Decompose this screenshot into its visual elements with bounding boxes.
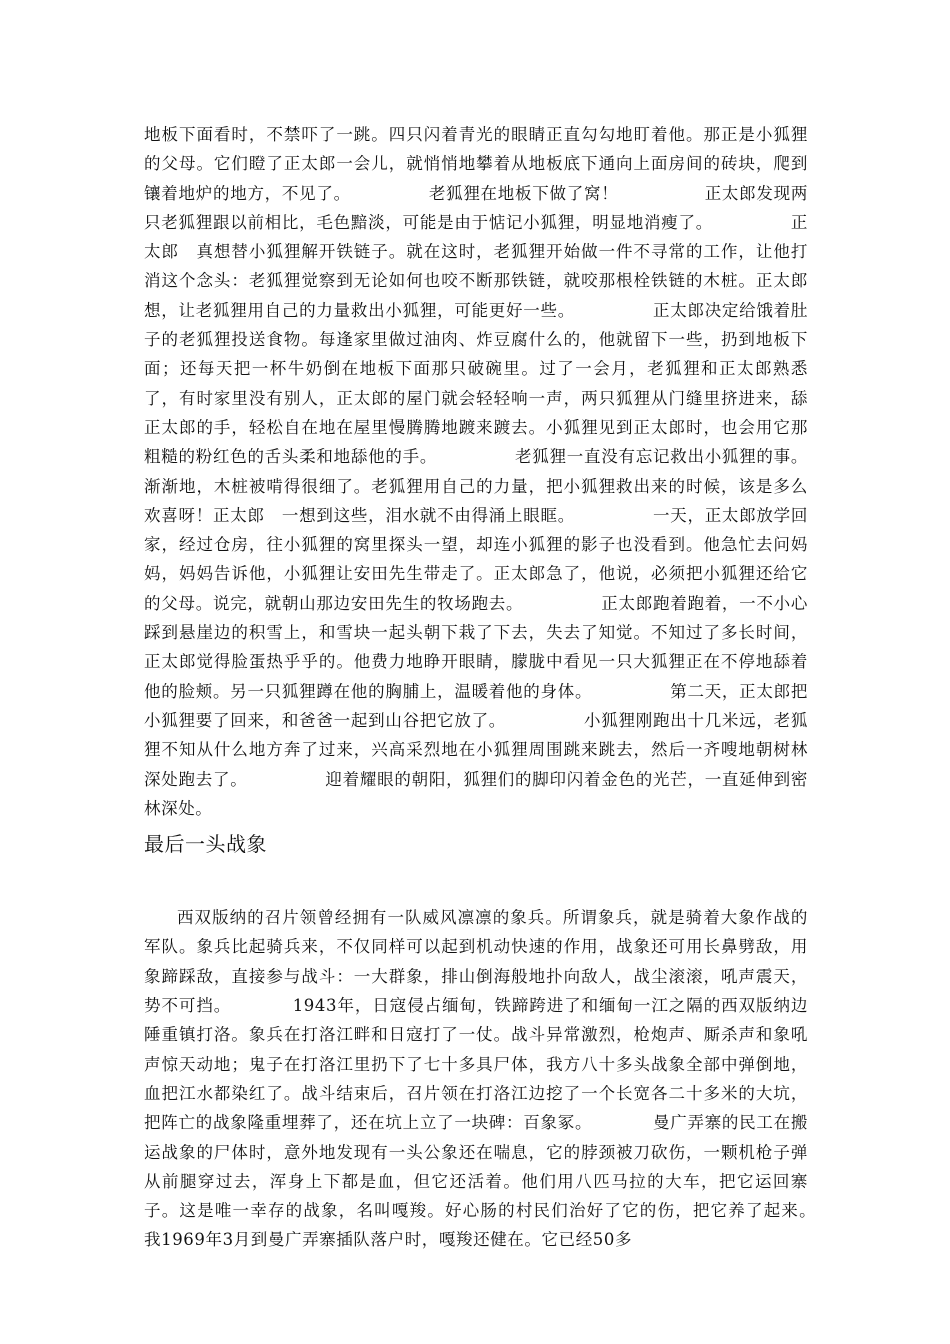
story2-paragraph: 西双版纳的召片领曾经拥有一队威风凛凛的象兵。所谓象兵，就是骑着大象作战的军队。象兵比起骑兵来，不仅同样可以起到机动快速的作用，战象还可用长鼻劈敌，用象蹄踩敌，直接参与战斗：一大群象，排山倒海般地扑向敌人，战尘滚滚，吼声震天，势不可挡。 1943年，日寇侵占缅甸，铁蹄跨进了和缅甸一江之隔的西双版纳边陲重镇打洛。象兵在打洛江畔和日寇打了一仗。战斗异常激烈，枪炮声、厮杀声和象吼声惊天动地；鬼子在打洛江里扔下了七十多具尸体，我方八十多头战象全部中弹倒地，血把江水都染红了。战斗结束后，召片领在打洛江边挖了一个长宽各二十多米的大坑，把阵亡的战象隆重埋葬了，还在坑上立了一块碑：百象冢。 曼广弄寨的民工在搬运战象的尸体时，意外地发现有一头公象还在喘息，它的脖颈被刀砍伤，一颗机枪子弹从前腿穿过去，浑身上下都是血，但它还活着。他们用八匹马拉的大车，把它运回寨子。这是唯一幸存的战象，名叫嘎羧。好心肠的村民们治好了它的伤，把它养了起来。 我1969年3月到曼广弄寨插队落户时，嘎羧还健在。它已经50多	[144, 908, 877, 1250]
story2-title: 最后一头战象	[144, 832, 267, 857]
document-page	[144, 120, 877, 1255]
story1-paragraph: 地板下面看时，不禁吓了一跳。四只闪着青光的眼睛正直勾勾地盯着他。那正是小狐狸的父母。它们瞪了正太郎一会儿，就悄悄地攀着从地板底下通向上面房间的砖块，爬到镶着地炉的地方，不见了。 老狐狸在地板下做了窝！ 正太郎发现两只老狐狸跟以前相比，毛色黯淡，可能是由于惦记小狐狸，明显地消瘦了。 正太郎 真想替小狐狸解开铁链子。就在这时，老狐狸开始做一件不寻常的工作，让他打消这个念头：老狐狸觉察到无论如何也咬不断那铁链，就咬那根栓铁链的木桩。正太郎想，让老狐狸用自己的力量救出小狐狸，可能更好一些。 正太郎决定给饿着肚子的老狐狸投送食物。每逢家里做过油肉、炸豆腐什么的，他就留下一些，扔到地板下面；还每天把一杯牛奶倒在地板下面那只破碗里。过了一会月，老狐狸和正太郎熟悉了，有时家里没有别人，正太郎的屋门就会轻轻响一声，两只狐狸从门缝里挤进来，舔正太郎的手，轻松自在地在屋里慢腾腾地踱来踱去。小狐狸见到正太郎时，也会用它那粗糙的粉红色的舌头柔和地舔他的手。 老狐狸一直没有忘记救出小狐狸的事。渐渐地，木桩被啃得很细了。老狐狸用自己的力量，把小狐狸救出来的时候，该是多么欢喜呀！正太郎 一想到这些，泪水就不由得涌上眼眶。 一天，正太郎放学回家，经过仓房，往小狐狸的窝里探头一望，却连小狐狸的影子也没看到。他急忙去问妈妈，妈妈告诉他，小狐狸让安田先生带走了。正太郎急了，他说，必须把小狐狸还给它的父母。说完，就朝山那边安田先生的牧场跑去。 正太郎跑着跑着，一不小心踩到悬崖边的积雪上，和雪块一起头朝下栽了下去，失去了知觉。不知过了多长时间，正太郎觉得脸蛋热乎乎的。他费力地睁开眼睛，朦胧中看见一只大狐狸正在不停地舔着他的脸颊。另一只狐狸蹲在他的胸脯上，温暖着他的身体。 第二天，正太郎把小狐狸要了回来，和爸爸一起到山谷把它放了。 小狐狸刚跑出十几米远，老狐狸不知从什么地方奔了过来，兴高采烈地在小狐狸周围跳来跳去，然后一齐嗖地朝树林深处跑去了。 迎着耀眼的朝阳，狐狸们的脚印闪着金色的光芒，一直延伸到密林深处。	[144, 125, 808, 818]
